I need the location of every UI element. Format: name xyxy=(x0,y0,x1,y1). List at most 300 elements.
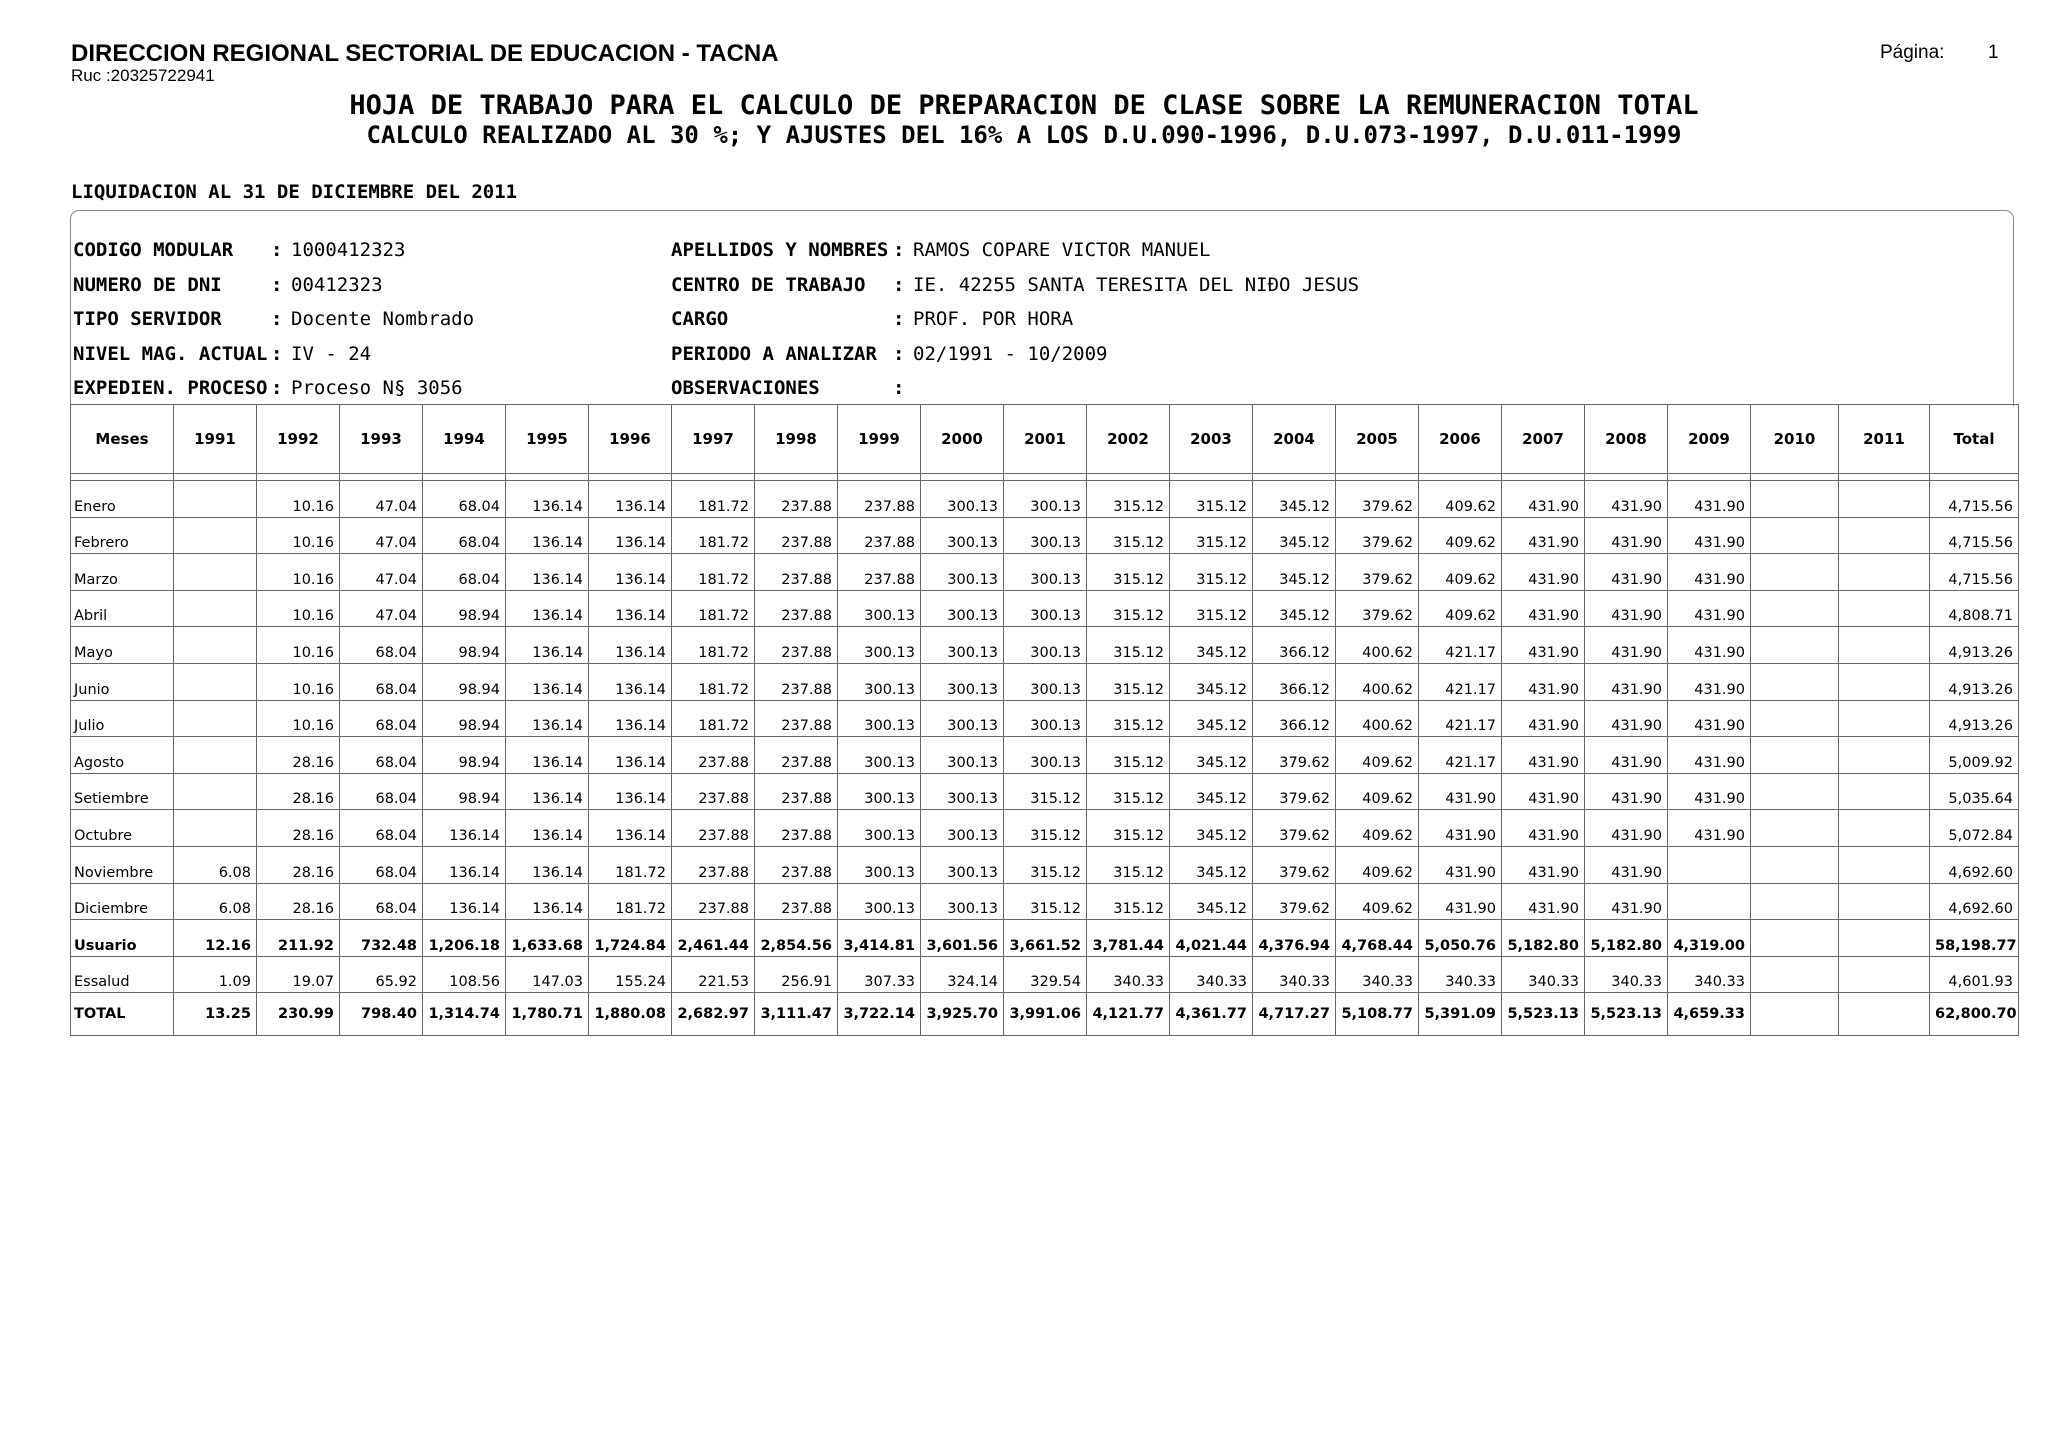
table-cell: 431.90 xyxy=(1502,810,1585,847)
row-label: Abril xyxy=(71,590,174,627)
table-cell: 2,461.44 xyxy=(672,920,755,957)
table-cell: 315.12 xyxy=(1170,481,1253,518)
table-cell: 4,768.44 xyxy=(1336,920,1419,957)
table-cell: 237.88 xyxy=(755,883,838,920)
colon: : xyxy=(893,343,905,365)
table-cell xyxy=(1839,700,1930,737)
row-label: Marzo xyxy=(71,554,174,591)
column-header: 1999 xyxy=(838,405,921,474)
table-cell: 340.33 xyxy=(1087,956,1170,993)
page-label: Página: xyxy=(1880,42,1945,63)
table-cell: 300.13 xyxy=(1004,554,1087,591)
table-cell: 1,724.84 xyxy=(589,920,672,957)
table-cell: 431.90 xyxy=(1585,590,1668,627)
table-cell: 3,781.44 xyxy=(1087,920,1170,957)
table-cell: 345.12 xyxy=(1253,517,1336,554)
table-cell: 300.13 xyxy=(838,810,921,847)
table-cell: 237.88 xyxy=(672,773,755,810)
table-cell: 10.16 xyxy=(257,481,340,518)
table-cell: 409.62 xyxy=(1336,737,1419,774)
value-expediente: Proceso N§ 3056 xyxy=(291,377,463,399)
table-cell: 237.88 xyxy=(755,810,838,847)
table-cell: 136.14 xyxy=(506,700,589,737)
value-codigo-modular: 1000412323 xyxy=(291,239,406,261)
table-cell: 315.12 xyxy=(1170,517,1253,554)
table-cell: 300.13 xyxy=(1004,700,1087,737)
page-number: 1 xyxy=(1988,42,1999,63)
table-cell: 181.72 xyxy=(672,481,755,518)
table-cell xyxy=(1751,481,1839,518)
table-cell: 300.13 xyxy=(921,481,1004,518)
table-cell: 409.62 xyxy=(1336,883,1419,920)
table-cell: 237.88 xyxy=(755,846,838,883)
table-cell xyxy=(174,700,257,737)
liquidation-date: LIQUIDACION AL 31 DE DICIEMBRE DEL 2011 xyxy=(71,181,518,203)
table-cell: 68.04 xyxy=(340,700,423,737)
table-cell xyxy=(174,517,257,554)
table-cell: 181.72 xyxy=(589,846,672,883)
table-cell: 421.17 xyxy=(1419,700,1502,737)
column-header: Meses xyxy=(71,405,174,474)
table-cell: 181.72 xyxy=(589,883,672,920)
table-cell xyxy=(1839,810,1930,847)
table-cell: 230.99 xyxy=(257,993,340,1036)
table-cell: 28.16 xyxy=(257,846,340,883)
table-cell: 3,414.81 xyxy=(838,920,921,957)
value-nivel-mag: IV - 24 xyxy=(291,343,372,365)
table-cell: 98.94 xyxy=(423,700,506,737)
table-cell: 155.24 xyxy=(589,956,672,993)
table-cell: 68.04 xyxy=(340,810,423,847)
table-cell: 315.12 xyxy=(1087,590,1170,627)
table-cell xyxy=(1839,481,1930,518)
table-cell: 181.72 xyxy=(672,517,755,554)
table-cell: 4,601.93 xyxy=(1930,956,2019,993)
column-header: 2007 xyxy=(1502,405,1585,474)
table-cell: 421.17 xyxy=(1419,737,1502,774)
table-cell: 47.04 xyxy=(340,590,423,627)
table-cell: 136.14 xyxy=(423,846,506,883)
table-cell xyxy=(1839,663,1930,700)
table-cell: 300.13 xyxy=(921,846,1004,883)
table-cell: 315.12 xyxy=(1004,773,1087,810)
table-cell: 431.90 xyxy=(1585,517,1668,554)
table-cell: 315.12 xyxy=(1087,481,1170,518)
table-cell xyxy=(1839,993,1930,1036)
table-cell: 68.04 xyxy=(340,846,423,883)
table-cell: 221.53 xyxy=(672,956,755,993)
month-row xyxy=(71,663,2019,700)
table-cell: 400.62 xyxy=(1336,700,1419,737)
table-cell: 300.13 xyxy=(921,773,1004,810)
table-cell: 431.90 xyxy=(1668,663,1751,700)
table-cell: 315.12 xyxy=(1087,663,1170,700)
column-header: 2002 xyxy=(1087,405,1170,474)
table-cell: 3,601.56 xyxy=(921,920,1004,957)
table-cell: 4,376.94 xyxy=(1253,920,1336,957)
table-cell xyxy=(1751,810,1839,847)
table-cell: 315.12 xyxy=(1087,810,1170,847)
column-header: 2004 xyxy=(1253,405,1336,474)
essalud-row xyxy=(71,956,2019,993)
table-cell: 237.88 xyxy=(755,737,838,774)
table-cell: 4,121.77 xyxy=(1087,993,1170,1036)
table-cell: 300.13 xyxy=(838,737,921,774)
table-cell xyxy=(1839,554,1930,591)
table-cell: 13.25 xyxy=(174,993,257,1036)
table-cell: 409.62 xyxy=(1336,810,1419,847)
column-header: 1992 xyxy=(257,405,340,474)
document-subtitle: CALCULO REALIZADO AL 30 %; Y AJUSTES DEL 16% A LOS D.U.090-1996, D.U.073-1997, D.U.011-1999 xyxy=(366,121,1682,149)
table-cell xyxy=(1751,700,1839,737)
document-title: HOJA DE TRABAJO PARA EL CALCULO DE PREPARACION DE CLASE SOBRE LA REMUNERACION TOTAL xyxy=(349,90,1699,121)
table-cell: 147.03 xyxy=(506,956,589,993)
column-header: 1994 xyxy=(423,405,506,474)
table-cell: 431.90 xyxy=(1668,700,1751,737)
table-cell: 136.14 xyxy=(423,810,506,847)
table-cell: 4,808.71 xyxy=(1930,590,2019,627)
table-cell: 379.62 xyxy=(1336,590,1419,627)
table-cell: 345.12 xyxy=(1253,590,1336,627)
label-cargo: CARGO xyxy=(671,308,729,330)
column-header: 1996 xyxy=(589,405,672,474)
table-cell: 237.88 xyxy=(672,846,755,883)
row-label: Diciembre xyxy=(71,883,174,920)
table-cell: 366.12 xyxy=(1253,627,1336,664)
table-cell: 58,198.77 xyxy=(1930,920,2019,957)
table-cell: 431.90 xyxy=(1585,481,1668,518)
label-dni: NUMERO DE DNI xyxy=(73,274,222,296)
table-cell: 340.33 xyxy=(1585,956,1668,993)
table-cell: 136.14 xyxy=(589,810,672,847)
table-cell: 237.88 xyxy=(838,517,921,554)
column-header: 2000 xyxy=(921,405,1004,474)
table-cell xyxy=(1839,883,1930,920)
table-cell: 431.90 xyxy=(1585,737,1668,774)
column-header: 1995 xyxy=(506,405,589,474)
table-cell: 379.62 xyxy=(1253,846,1336,883)
month-row xyxy=(71,627,2019,664)
table-cell: 315.12 xyxy=(1170,554,1253,591)
table-cell xyxy=(174,663,257,700)
table-cell: 340.33 xyxy=(1336,956,1419,993)
table-cell: 136.14 xyxy=(589,737,672,774)
table-cell xyxy=(1751,993,1839,1036)
table-cell: 136.14 xyxy=(506,773,589,810)
colon: : xyxy=(893,377,905,399)
table-cell: 431.90 xyxy=(1585,846,1668,883)
row-label: TOTAL xyxy=(71,993,174,1036)
table-cell: 431.90 xyxy=(1668,773,1751,810)
table-cell: 431.90 xyxy=(1502,590,1585,627)
table-cell: 10.16 xyxy=(257,700,340,737)
table-cell: 10.16 xyxy=(257,663,340,700)
table-cell: 136.14 xyxy=(589,700,672,737)
table-cell: 3,661.52 xyxy=(1004,920,1087,957)
table-cell: 431.90 xyxy=(1585,810,1668,847)
table-cell: 431.90 xyxy=(1668,554,1751,591)
table-cell: 329.54 xyxy=(1004,956,1087,993)
column-header: 1997 xyxy=(672,405,755,474)
table-cell xyxy=(1839,846,1930,883)
table-cell: 237.88 xyxy=(672,810,755,847)
table-cell: 181.72 xyxy=(672,627,755,664)
table-cell xyxy=(1751,554,1839,591)
table-cell: 431.90 xyxy=(1502,883,1585,920)
table-cell: 98.94 xyxy=(423,737,506,774)
month-row xyxy=(71,517,2019,554)
table-cell: 300.13 xyxy=(921,517,1004,554)
table-cell: 315.12 xyxy=(1004,846,1087,883)
table-cell xyxy=(1751,956,1839,993)
table-cell: 345.12 xyxy=(1170,846,1253,883)
table-cell: 3,722.14 xyxy=(838,993,921,1036)
table-cell: 3,111.47 xyxy=(755,993,838,1036)
table-cell: 300.13 xyxy=(921,700,1004,737)
table-cell: 340.33 xyxy=(1419,956,1502,993)
table-cell: 421.17 xyxy=(1419,627,1502,664)
table-cell: 237.88 xyxy=(755,481,838,518)
value-cargo: PROF. POR HORA xyxy=(913,308,1074,330)
table-cell xyxy=(1668,883,1751,920)
table-cell: 798.40 xyxy=(340,993,423,1036)
table-cell: 5,523.13 xyxy=(1502,993,1585,1036)
table-cell: 5,009.92 xyxy=(1930,737,2019,774)
table-cell: 431.90 xyxy=(1585,883,1668,920)
table-cell: 366.12 xyxy=(1253,663,1336,700)
table-cell: 300.13 xyxy=(1004,737,1087,774)
table-cell: 431.90 xyxy=(1502,554,1585,591)
table-cell: 136.14 xyxy=(506,481,589,518)
table-cell: 98.94 xyxy=(423,663,506,700)
table-cell: 136.14 xyxy=(506,883,589,920)
table-cell: 340.33 xyxy=(1502,956,1585,993)
table-cell: 12.16 xyxy=(174,920,257,957)
table-cell: 47.04 xyxy=(340,481,423,518)
table-cell: 5,523.13 xyxy=(1585,993,1668,1036)
table-cell: 47.04 xyxy=(340,517,423,554)
column-header: 1993 xyxy=(340,405,423,474)
table-cell: 300.13 xyxy=(1004,517,1087,554)
table-cell: 136.14 xyxy=(589,481,672,518)
table-cell xyxy=(1751,920,1839,957)
table-cell: 136.14 xyxy=(506,627,589,664)
table-cell: 300.13 xyxy=(838,773,921,810)
month-row xyxy=(71,737,2019,774)
column-header: 2003 xyxy=(1170,405,1253,474)
column-header: 2006 xyxy=(1419,405,1502,474)
row-label: Setiembre xyxy=(71,773,174,810)
table-cell: 300.13 xyxy=(921,554,1004,591)
table-cell: 431.90 xyxy=(1502,737,1585,774)
table-cell: 68.04 xyxy=(340,627,423,664)
table-cell: 340.33 xyxy=(1668,956,1751,993)
table-cell xyxy=(1839,627,1930,664)
table-cell: 379.62 xyxy=(1336,481,1419,518)
column-header: 1991 xyxy=(174,405,257,474)
column-header: 2008 xyxy=(1585,405,1668,474)
table-cell: 136.14 xyxy=(506,663,589,700)
table-cell: 2,854.56 xyxy=(755,920,838,957)
table-cell: 237.88 xyxy=(755,663,838,700)
colon: : xyxy=(893,308,905,330)
table-cell: 379.62 xyxy=(1253,810,1336,847)
table-cell: 315.12 xyxy=(1004,810,1087,847)
table-cell: 300.13 xyxy=(1004,627,1087,664)
table-cell: 4,913.26 xyxy=(1930,700,2019,737)
table-cell: 1,633.68 xyxy=(506,920,589,957)
table-cell: 345.12 xyxy=(1170,883,1253,920)
month-row xyxy=(71,554,2019,591)
table-cell: 4,692.60 xyxy=(1930,883,2019,920)
table-cell xyxy=(1751,517,1839,554)
table-cell: 1,314.74 xyxy=(423,993,506,1036)
table-cell: 431.90 xyxy=(1419,773,1502,810)
table-cell: 3,925.70 xyxy=(921,993,1004,1036)
table-cell: 300.13 xyxy=(838,663,921,700)
row-label: Mayo xyxy=(71,627,174,664)
table-cell: 4,717.27 xyxy=(1253,993,1336,1036)
table-cell xyxy=(174,810,257,847)
table-cell: 237.88 xyxy=(755,517,838,554)
organization-name: DIRECCION REGIONAL SECTORIAL DE EDUCACION - TACNA xyxy=(71,40,779,67)
table-cell: 136.14 xyxy=(506,737,589,774)
month-row xyxy=(71,481,2019,518)
table-cell: 181.72 xyxy=(672,554,755,591)
table-cell: 237.88 xyxy=(672,737,755,774)
table-cell: 400.62 xyxy=(1336,627,1419,664)
label-expediente: EXPEDIEN. PROCESO xyxy=(73,377,268,399)
table-cell: 68.04 xyxy=(340,773,423,810)
row-label: Essalud xyxy=(71,956,174,993)
table-cell xyxy=(174,773,257,810)
table-cell: 5,035.64 xyxy=(1930,773,2019,810)
table-cell: 3,991.06 xyxy=(1004,993,1087,1036)
table-cell: 431.90 xyxy=(1668,590,1751,627)
table-cell: 431.90 xyxy=(1585,700,1668,737)
table-cell: 431.90 xyxy=(1668,627,1751,664)
table-cell: 315.12 xyxy=(1087,846,1170,883)
table-cell: 431.90 xyxy=(1585,773,1668,810)
table-cell: 345.12 xyxy=(1253,554,1336,591)
value-periodo: 02/1991 - 10/2009 xyxy=(913,343,1108,365)
table-cell: 181.72 xyxy=(672,663,755,700)
remuneration-table xyxy=(70,404,2019,1036)
month-row xyxy=(71,883,2019,920)
row-label: Julio xyxy=(71,700,174,737)
row-label: Usuario xyxy=(71,920,174,957)
colon: : xyxy=(893,239,905,261)
table-cell: 136.14 xyxy=(589,663,672,700)
table-cell: 136.14 xyxy=(589,773,672,810)
table-cell: 431.90 xyxy=(1502,773,1585,810)
table-cell: 237.88 xyxy=(755,590,838,627)
colon: : xyxy=(271,239,283,261)
table-cell: 181.72 xyxy=(672,700,755,737)
label-nivel-mag: NIVEL MAG. ACTUAL xyxy=(73,343,268,365)
table-cell: 1,780.71 xyxy=(506,993,589,1036)
table-cell: 340.33 xyxy=(1253,956,1336,993)
table-cell: 237.88 xyxy=(755,700,838,737)
table-cell: 315.12 xyxy=(1170,590,1253,627)
row-label: Enero xyxy=(71,481,174,518)
table-cell: 237.88 xyxy=(838,554,921,591)
ruc-number: Ruc :20325722941 xyxy=(71,66,215,85)
table-cell: 62,800.70 xyxy=(1930,993,2019,1036)
table-cell: 400.62 xyxy=(1336,663,1419,700)
colon: : xyxy=(271,377,283,399)
table-cell: 68.04 xyxy=(340,883,423,920)
table-cell: 431.90 xyxy=(1419,846,1502,883)
table-cell: 300.13 xyxy=(1004,481,1087,518)
month-row xyxy=(71,846,2019,883)
table-cell: 315.12 xyxy=(1087,700,1170,737)
table-cell: 300.13 xyxy=(921,590,1004,627)
column-header: Total xyxy=(1930,405,2019,474)
table-cell: 237.88 xyxy=(838,481,921,518)
colon: : xyxy=(893,274,905,296)
table-header-row xyxy=(71,405,2019,474)
table-cell: 379.62 xyxy=(1336,554,1419,591)
column-header: 2009 xyxy=(1668,405,1751,474)
table-cell: 5,072.84 xyxy=(1930,810,2019,847)
colon: : xyxy=(271,274,283,296)
table-cell: 211.92 xyxy=(257,920,340,957)
table-cell xyxy=(1839,956,1930,993)
table-cell: 431.90 xyxy=(1419,883,1502,920)
table-cell: 345.12 xyxy=(1170,663,1253,700)
table-cell: 300.13 xyxy=(921,627,1004,664)
table-cell: 409.62 xyxy=(1336,773,1419,810)
table-cell: 68.04 xyxy=(423,517,506,554)
table-cell: 5,182.80 xyxy=(1585,920,1668,957)
table-cell: 5,182.80 xyxy=(1502,920,1585,957)
table-cell: 379.62 xyxy=(1253,773,1336,810)
table-cell: 431.90 xyxy=(1585,554,1668,591)
table-cell: 136.14 xyxy=(506,554,589,591)
table-cell: 324.14 xyxy=(921,956,1004,993)
table-cell: 345.12 xyxy=(1170,737,1253,774)
table-cell xyxy=(1839,773,1930,810)
month-row xyxy=(71,810,2019,847)
table-cell: 300.13 xyxy=(838,590,921,627)
table-cell: 307.33 xyxy=(838,956,921,993)
table-cell: 98.94 xyxy=(423,627,506,664)
table-cell: 136.14 xyxy=(589,627,672,664)
column-header: 2011 xyxy=(1839,405,1930,474)
table-cell: 65.92 xyxy=(340,956,423,993)
value-tipo-servidor: Docente Nombrado xyxy=(291,308,475,330)
month-row xyxy=(71,773,2019,810)
table-cell: 431.90 xyxy=(1502,517,1585,554)
table-cell: 300.13 xyxy=(921,663,1004,700)
table-cell: 315.12 xyxy=(1087,737,1170,774)
table-cell: 237.88 xyxy=(755,554,838,591)
table-cell: 345.12 xyxy=(1170,700,1253,737)
table-cell: 431.90 xyxy=(1502,481,1585,518)
table-cell: 68.04 xyxy=(340,663,423,700)
row-label: Octubre xyxy=(71,810,174,847)
label-periodo: PERIODO A ANALIZAR xyxy=(671,343,877,365)
table-cell: 315.12 xyxy=(1087,773,1170,810)
table-cell: 431.90 xyxy=(1502,846,1585,883)
table-cell: 1,880.08 xyxy=(589,993,672,1036)
table-cell: 10.16 xyxy=(257,590,340,627)
table-cell: 315.12 xyxy=(1004,883,1087,920)
table-cell: 68.04 xyxy=(423,554,506,591)
value-centro-trabajo: IE. 42255 SANTA TERESITA DEL NIÐO JESUS xyxy=(913,274,1360,296)
table-cell: 4,715.56 xyxy=(1930,517,2019,554)
